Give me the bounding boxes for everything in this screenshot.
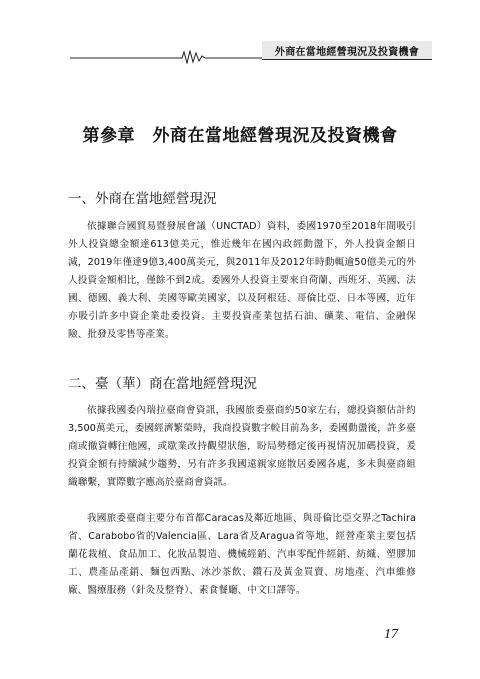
section-2-paragraph-1: 依據我國委內瑞拉臺商會資訊，我國旅委臺商約50家左右，總投資額估計約3,500萬美元，委國經濟繁榮時，我商投資數字較目前為多，委國動盪後，許多臺商或撤資轉往他國，或歇業改持觀望狀態，盼局勢穩定後再視情況加碼投資，爰投資金額有持續減少趨勢，另有許多我國遠親家庭散居委國各處，多未與臺商組織聯繫，實際數字應高於臺商會資訊。 <box>68 405 416 488</box>
running-header-tab <box>262 41 432 60</box>
section-2-paragraph-2: 我國旅委臺商主要分布首都Caracas及鄰近地區、與哥倫比亞交界之Tachira省、Carabobo省的Valencia區、Lara省及Aragua省等地，經營產業主要包括蘭花栽植、食品加工、化妝品製造、機械經銷、汽車零配件經銷、紡織、塑膠加工、農產品產銷、麵包西點、冰沙茶飲、鑽石及黃金買賣、房地產、汽車維修廠、醫療服務（針灸及整脊）、素食餐廳、中文口譯等。 <box>68 513 416 596</box>
section-heading-1: 一、外商在當地經營現況 <box>68 191 217 207</box>
chapter-title: 第參章 外商在當地經營現況及投資機會 <box>82 126 398 146</box>
section-1-paragraph-1: 依據聯合國貿易暨發展會議（UNCTAD）資料，委國1970至2018年間吸引外人投資總金額達613億美元，惟近幾年在國內政經動盪下，外人投資金額日減，2019年僅達9億3,400萬美元，與2011年及2012年時動輒逾50億美元的外人投資金額相比，僅餘不到2成。委國外人投資主要來自荷蘭、西班牙、英國、法國、德國、義大利、美國等歐美國家，以及阿根廷、哥倫比亞、日本等國，近年亦吸引許多中資企業赴委投資。主要投資產業包括石油、礦業、電信、金融保險、批發及零售等產業。 <box>68 221 416 340</box>
page-number: 17 <box>384 627 398 642</box>
section-heading-2: 二、臺（華）商在當地經營現況 <box>68 376 257 392</box>
running-header-title: 外商在當地經營現況及投資機會 <box>274 46 420 58</box>
